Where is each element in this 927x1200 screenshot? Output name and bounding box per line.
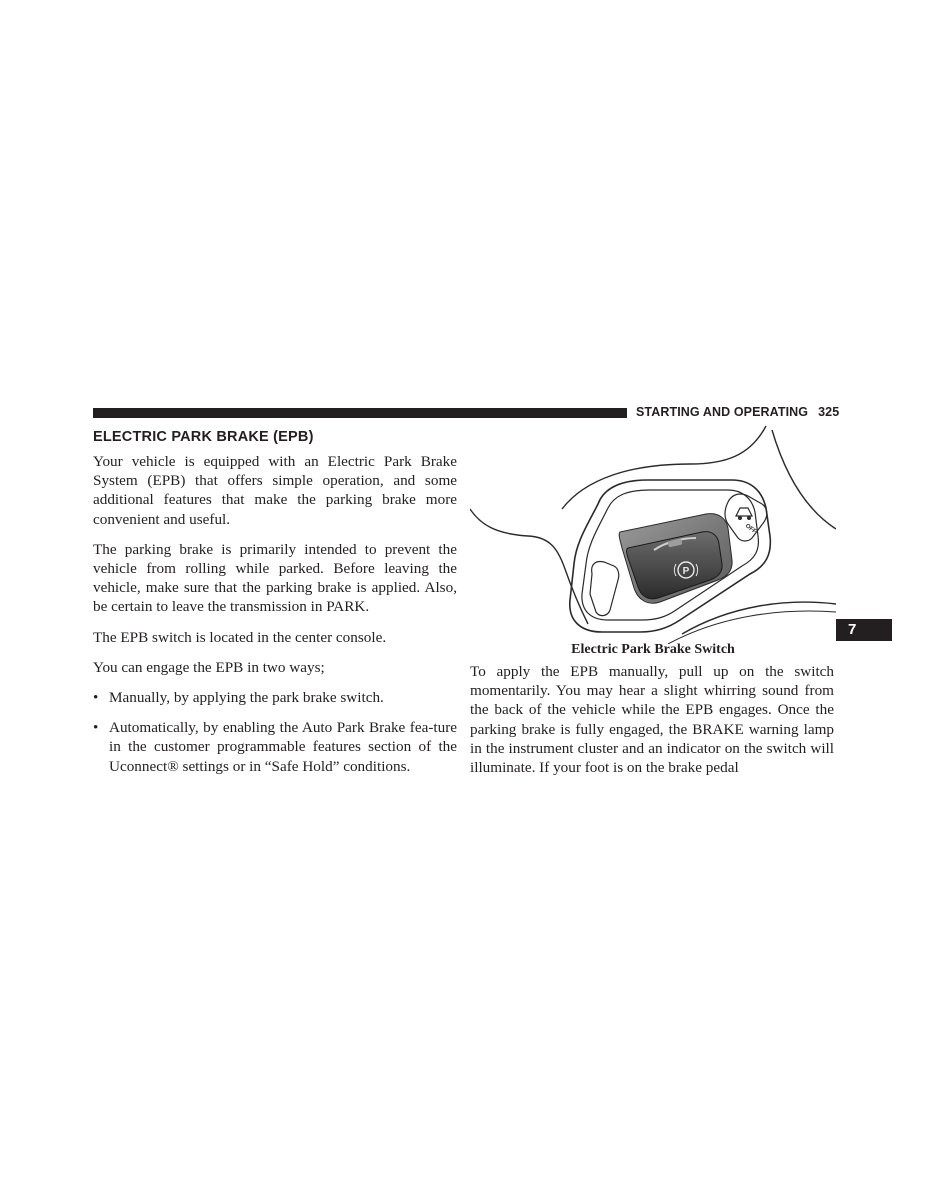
header-rule [93, 408, 627, 418]
section-title: ELECTRIC PARK BRAKE (EPB) [93, 429, 314, 445]
list-item [93, 718, 457, 776]
off-button-label: OFF [743, 523, 758, 536]
page-number: 325 [818, 405, 840, 419]
left-column [93, 452, 457, 787]
bullet-icon: • [93, 719, 99, 737]
running-header [636, 405, 840, 419]
engage-methods-list [93, 688, 457, 776]
paragraph-location: The EPB switch is located in the center console. [93, 628, 387, 646]
list-item-text: Automatically, by enabling the Auto Park Brake fea-ture in the customer programmable features section of the Uconnect® settings or in “Safe Hold” conditions. [109, 719, 457, 775]
epb-switch-illustration [470, 424, 836, 644]
chapter-tab: 7 [836, 619, 892, 641]
paragraph-engage-ways: You can engage the EPB in two ways; [93, 658, 325, 676]
paragraph-purpose: The parking brake is primarily intended to prevent the vehicle from rolling while parked. Before leaving the vehicle, make sure that the parking brake is applied. Also, be certain to leave the transmission in PARK. [93, 540, 457, 616]
list-item [93, 688, 457, 707]
figure-caption: Electric Park Brake Switch [571, 642, 735, 657]
list-item-text: Manually, by applying the park brake switch. [109, 689, 384, 707]
right-column [470, 662, 834, 777]
header-section-name: STARTING AND OPERATING [636, 405, 809, 419]
paragraph-intro: Your vehicle is equipped with an Electric Park Brake System (EPB) that offers simple operation, and some additional features that make the parking brake more convenient and useful. [93, 453, 457, 528]
paragraph-manual-apply: To apply the EPB manually, pull up on the switch momentarily. You may hear a slight whirring sound from the back of the vehicle while the EPB engages. Once the parking brake is fully engaged, the BRAKE warning lamp in the instrument cluster and an indicator on the switch will illuminate. If your foot is on the brake pedal [470, 663, 834, 777]
parking-brake-icon: P [682, 566, 690, 577]
bullet-icon: • [93, 689, 99, 707]
